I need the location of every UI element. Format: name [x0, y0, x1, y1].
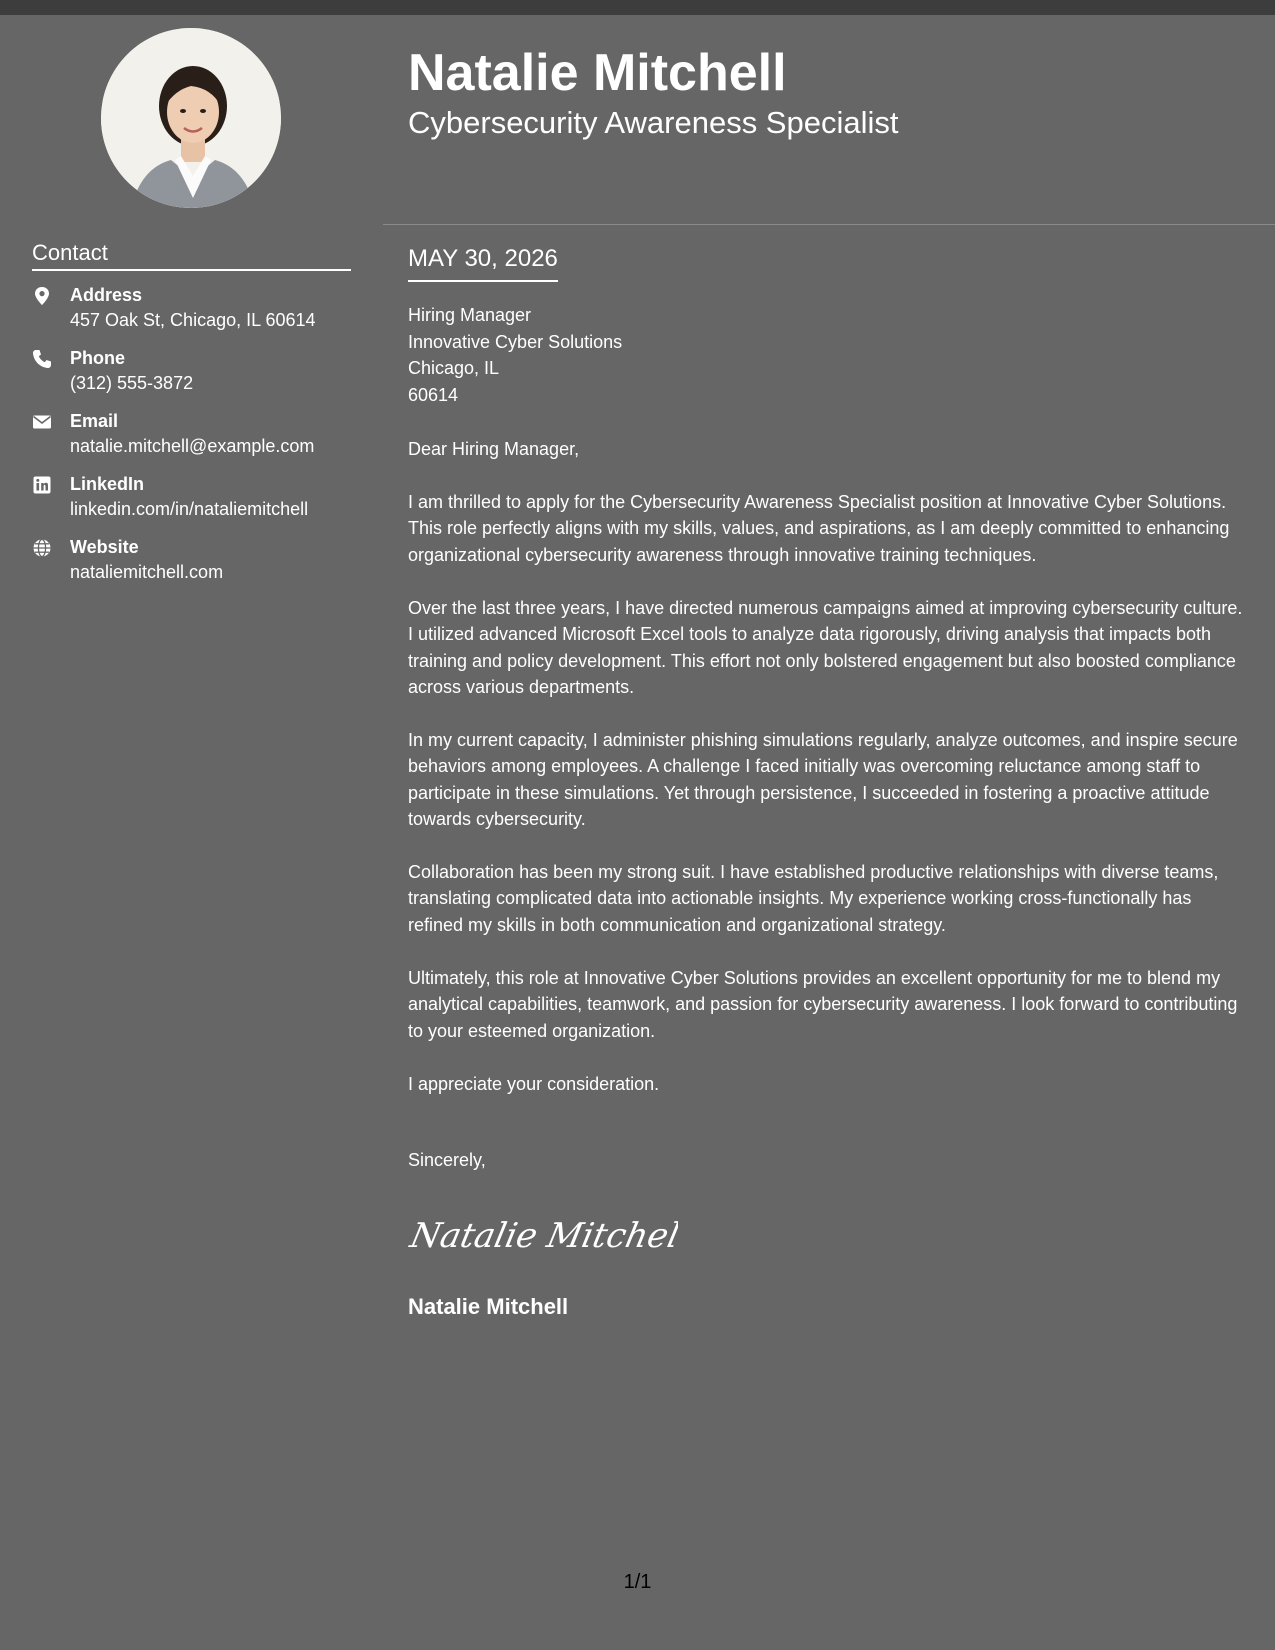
contact-value-phone: (312) 555-3872 [70, 373, 194, 393]
contact-label: Phone [70, 348, 126, 368]
body-paragraph: Over the last three years, I have directed numerous campaigns aimed at improving cybersecurity culture. I utilized advanced Microsoft Excel tools to analyze data rigorously, driving analysis that impacts both training and policy development. This effort not only bolstered engagement but also boosted compliance across various departments. [408, 598, 1243, 698]
contact-label: Address [70, 285, 143, 305]
recipient-line: Innovative Cyber Solutions [408, 331, 623, 352]
signed-name: Natalie Mitchell [408, 1294, 569, 1319]
closing: Sincerely, [408, 1150, 486, 1170]
profile-photo-illustration [101, 28, 281, 208]
page-indicator: 1/1 [623, 1571, 652, 1593]
header-divider [383, 224, 1275, 225]
map-pin-icon [32, 286, 52, 306]
contact-item-website [32, 536, 362, 599]
body-paragraph: I am thrilled to apply for the Cybersecurity Awareness Specialist position at Innovative Cyber Solutions. This role perfectly aligns with my skills, values, and aspirations, as I am deeply committed to enhancing organizational cybersecurity awareness through innovative training techniques. [408, 492, 1230, 565]
salutation: Dear Hiring Manager, [408, 439, 580, 459]
handwritten-signature [408, 1203, 678, 1263]
contact-item-phone [32, 347, 362, 410]
contact-item-linkedin [32, 473, 362, 536]
contact-value-address: 457 Oak St, Chicago, IL 60614 [70, 310, 316, 330]
applicant-name: Natalie Mitchell [408, 44, 787, 102]
contact-heading: Contact [32, 240, 351, 271]
body-paragraph: Collaboration has been my strong suit. I have established productive relationships with diverse teams, translating complicated data into actionable insights. My experience working cross-functionally has refined my skills in both communication and organizational strategy. [408, 862, 1219, 935]
body-paragraph: In my current capacity, I administer phishing simulations regularly, analyze outcomes, and inspire secure behaviors among employees. A challenge I faced initially was overcoming reluctance among staff to participate in these simulations. Yet through persistence, I succeeded in fostering a proactive attitude towards cybersecurity. [408, 730, 1238, 830]
body-paragraph: I appreciate your consideration. [408, 1074, 660, 1094]
recipient-block [408, 302, 622, 408]
svg-text:Natalie Mitchell: Natalie Mitchell [408, 1216, 678, 1256]
linkedin-icon [32, 475, 52, 495]
contact-label: LinkedIn [70, 474, 145, 494]
applicant-title: Cybersecurity Awareness Specialist [408, 105, 899, 140]
contact-item-address [32, 284, 362, 347]
profile-photo [101, 28, 281, 208]
body-paragraph: Ultimately, this role at Innovative Cyber Solutions provides an excellent opportunity for me to blend my analytical capabilities, teamwork, and passion for cybersecurity awareness. I look forward to contributing to your esteemed organization. [408, 968, 1238, 1041]
recipient-line: 60614 [408, 384, 459, 405]
contact-label: Email [70, 411, 119, 431]
recipient-line: Hiring Manager [408, 305, 532, 325]
top-bar [0, 0, 1275, 15]
globe-icon [32, 538, 52, 558]
recipient-line: Chicago, IL [408, 358, 500, 378]
letter-date: MAY 30, 2026 [408, 244, 558, 282]
contact-item-email [32, 410, 362, 473]
contact-list [32, 284, 362, 599]
phone-icon [32, 349, 52, 369]
contact-value-linkedin[interactable]: linkedin.com/in/nataliemitchell [70, 499, 309, 519]
contact-value-website[interactable]: nataliemitchell.com [70, 562, 224, 582]
envelope-icon [32, 412, 52, 432]
contact-value-email[interactable]: natalie.mitchell@example.com [70, 436, 315, 456]
contact-label: Website [70, 537, 139, 557]
